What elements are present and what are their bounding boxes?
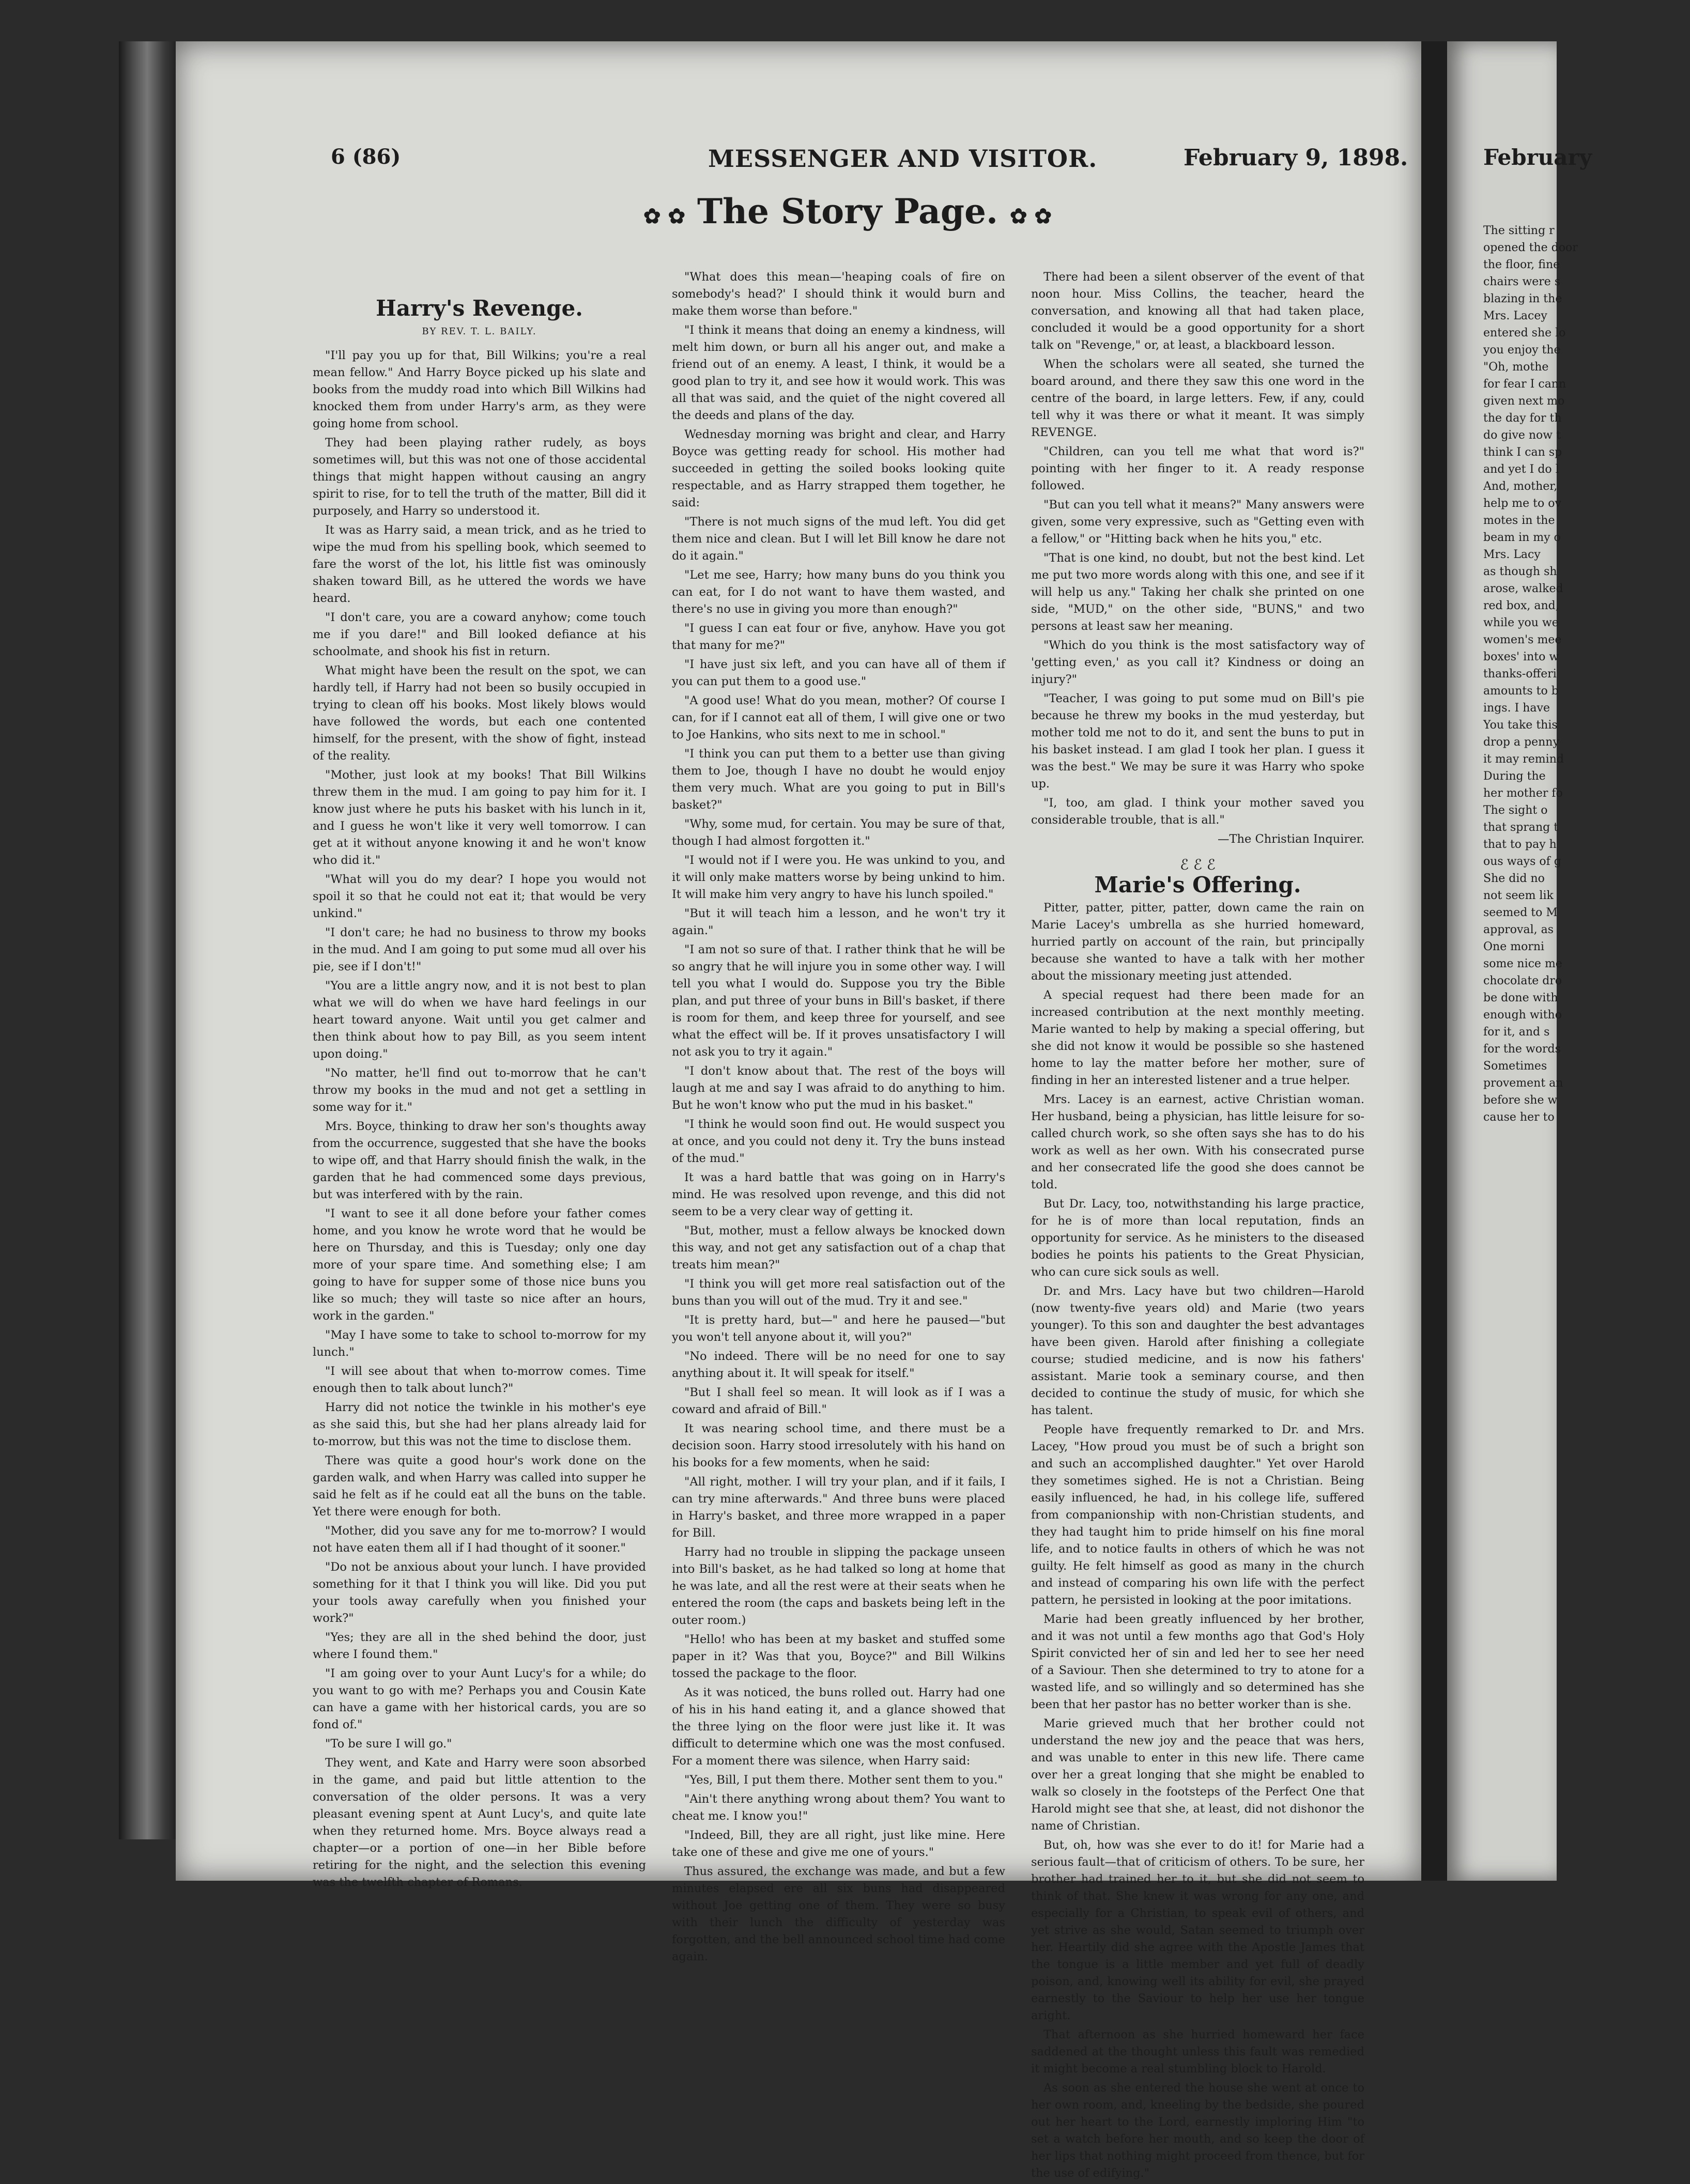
adjacent-text-line: seemed to M [1483,906,1558,919]
story-paragraph: It was nearing school time, and there must be a decision soon. Harry stood irresolutely with his hand on his books for a few moments, when he said: [672,1422,1005,1469]
book-binding [119,41,176,1839]
adjacent-text-line: her mother fo [1483,787,1563,800]
adjacent-page [1447,41,1592,1881]
story-title: Harry's Revenge. [376,296,583,321]
story-paragraph: As soon as she entered the house she went at once to her own room, and, kneeling by the bedside, she poured out her heart to the Lord, earnestly imploring Him "to set a watch before her mouth, and so keep the door of her lips that nothing might proceed from thence, but for the use of edifying." [1031,2081,1364,2180]
story-paragraph: "I am going over to your Aunt Lucy's for a while; do you want to go with me? Perhaps you and Cousin Kate can have a game with her historical cards, you are so fond of." [313,1667,646,1731]
story-paragraph: "I will see about that when to-morrow comes. Time enough then to talk about lunch?" [313,1365,646,1395]
adjacent-text-line: And, mother, [1483,480,1558,493]
page-gutter [1421,41,1447,1881]
issue-date: February 9, 1898. [1184,145,1408,171]
adjacent-text-line: beam in my o [1483,531,1561,544]
masthead: MESSENGER AND VISITOR. [708,145,1098,173]
story-paragraph: There was quite a good hour's work done on the garden walk, and when Harry was called into supper he said he felt as if he could eat all the buns on the table. Yet there were enough for both. [313,1454,646,1519]
story-credit: —The Christian Inquirer. [1218,832,1364,846]
adjacent-text-line: enough witho [1483,1009,1562,1021]
story-paragraph: "I think he would soon find out. He would suspect you at once, and you could not deny it. Try the buns instead of the mud." [672,1118,1005,1165]
adjacent-text-line: for it, and s [1483,1026,1550,1039]
adjacent-text-line: that to pay h [1483,838,1557,851]
story-paragraph: "Teacher, I was going to put some mud on Bill's pie because he threw my books in the mud yesterday, but mother told me not to do it, and sent the buns to put in his basket instead. I am glad I took her plan. I guess it was the best." We may be sure it was Harry who spoke up. [1031,692,1364,791]
adjacent-text-line: while you we [1483,616,1559,629]
story-paragraph: "What does this mean—'heaping coals of fire on somebody's head?' I should think it would burn and make them worse than before." [672,270,1005,318]
adjacent-text-line: some nice me [1483,957,1562,970]
adjacent-text-line: before she w [1483,1094,1558,1107]
story-paragraph: Pitter, patter, pitter, patter, down came the rain on Marie Lacey's umbrella as she hurried homeward, hurried partly on account of the rain, but principally because she wanted to have a talk with her mother about the missionary meeting just attended. [1031,901,1364,983]
story-paragraph: "But I shall feel so mean. It will look as if I was a coward and afraid of Bill." [672,1386,1005,1416]
ornament-right-icon: ✿ ✿ [1010,204,1052,228]
story-paragraph: "I have just six left, and you can have all of them if you can put them to a good use." [672,658,1005,688]
story-paragraph: Harry had no trouble in slipping the package unseen into Bill's basket, as he had talked so long at home that he was late, and all the rest were at their seats when he entered the room (the caps and baskets being left in the outer room.) [672,1545,1005,1627]
story-paragraph: "Let me see, Harry; how many buns do you think you can eat, for I do not want to have them wasted, and there's no use in giving you more than enough?" [672,568,1005,616]
adjacent-text-line: not seem lik [1483,889,1554,902]
adjacent-text-line: blazing in the [1483,292,1562,305]
story-paragraph: They had been playing rather rudely, as boys sometimes will, but this was not one of those accidental things that might happen without causing an angry spirit to rise, for to tell the truth of the matter, Bill did it purposely, and Harry so understood it. [313,436,646,518]
story-paragraph: "I want to see it all done before your father comes home, and you know he wrote word that he would be here on Thursday, and this is Tuesday; only one day more of your spare time. And something else; I am going to have for supper some of those nice buns you like so much; they will taste so nice after an hours, work in the garden." [313,1207,646,1323]
story-paragraph: Marie grieved much that her brother could not understand the new joy and the peace that was hers, and was unable to enter in this new life. There came over her a great longing that she might be enabled to walk so closely in the footsteps of the Perfect One that Harold might see that she, at least, did not dishonor the name of Christian. [1031,1717,1364,1833]
byline: BY REV. T. L. BAILY. [422,326,537,337]
story-paragraph: "No indeed. There will be no need for one to say anything about it. It will speak for itself." [672,1350,1005,1380]
adjacent-text-line: that sprang t [1483,821,1559,834]
adjacent-text-line: Mrs. Lacey [1483,309,1547,322]
story-paragraph: "Which do you think is the most satisfactory way of 'getting even,' as you call it? Kindness or doing an injury?" [1031,639,1364,686]
adjacent-page-text [1483,222,1690,1126]
column-1 [313,269,646,1893]
adjacent-text-line: for the words [1483,1043,1561,1056]
story-paragraph: "I think it means that doing an enemy a kindness, will melt him down, or burn all his anger out, and make a friend out of an enemy. A least, I think, it would be a good plan to try it, and see how it would work. This was all that was said, and the quiet of the night covered all the deeds and plans of the day. [672,323,1005,422]
section-title [641,191,1054,231]
story-title: Marie's Offering. [1094,872,1301,897]
adjacent-text-line: thanks-offeri [1483,668,1557,680]
adjacent-text-line: given next mo [1483,395,1565,408]
story-paragraph: "No matter, he'll find out to-morrow that he can't throw my books in the mud and not get a settling in some way for it." [313,1066,646,1114]
adjacent-text-line: motes in the [1483,514,1555,527]
adjacent-text-line: drop a penny [1483,736,1559,749]
story-paragraph: "I don't know about that. The rest of the boys will laugh at me and say I was afraid to do anything to him. But he won't know who put the mud in his basket." [672,1064,1005,1112]
story-paragraph: Thus assured, the exchange was made, and but a few minutes elapsed ere all six buns had disappeared without Joe getting one of them. They were so busy with their lunch the difficulty of yesterday was forgotten, and the bell announced school time had come again. [672,1865,1005,1963]
story-paragraph: "I don't care; he had no business to throw my books in the mud. And I am going to put some mud all over his pie, see if I don't!" [313,926,646,973]
ornament-left-icon: ✿ ✿ [643,204,685,228]
adjacent-text-line: provement an [1483,1077,1563,1090]
adjacent-text-line: arose, walked [1483,582,1563,595]
story-paragraph: "Yes; they are all in the shed behind the door, just where I found them." [313,1631,646,1661]
story-paragraph: "Yes, Bill, I put them there. Mother sent them to you." [684,1773,1003,1787]
story-paragraph: Mrs. Boyce, thinking to draw her son's thoughts away from the occurrence, suggested that she have the books to wipe off, and that Harry should finish the walk, in the garden that he had commenced some days previous, but was interfered with by the rain. [313,1120,646,1201]
story-paragraph: A special request had there been made for an increased contribution at the next monthly meeting. Marie wanted to help by making a special offering, but she did not know it would be possible so she hastened home to lay the matter before her mother, sure of finding in her an interested listener and a true helper. [1031,988,1364,1087]
running-header [176,145,1421,186]
separator-ornament-icon: ℰ ℰ ℰ [1180,856,1216,873]
adjacent-text-line: and yet I do l [1483,463,1559,476]
story-paragraph: "But can you tell what it means?" Many answers were given, some very expressive, such as "Getting even with a fellow," or "Hitting back when he hits you," etc. [1031,498,1364,546]
adjacent-text-line: During the [1483,770,1546,783]
adjacent-text-line: cause her to [1483,1111,1555,1124]
adjacent-text-line: amounts to b [1483,685,1559,698]
adjacent-text-line: opened the door [1483,241,1578,254]
adjacent-text-line: One morni [1483,940,1545,953]
page-number: 6 (86) [331,145,401,169]
adjacent-text-line: chairs were s [1483,275,1561,288]
column-2 [672,269,1005,1968]
story-paragraph: "It is pretty hard, but—" and here he paused—"but you won't tell anyone about it, will you?" [672,1313,1005,1344]
adjacent-text-line: You take this [1483,719,1558,732]
adjacent-text-line: it may remind [1483,753,1564,766]
adjacent-text-line: you enjoy the [1483,344,1561,357]
story-paragraph: "Children, can you tell me what that word is?" pointing with her finger to it. A ready response followed. [1031,445,1364,492]
story-paragraph: "Hello! who has been at my basket and stuffed some paper in it? Was that you, Boyce?" and Bill Wilkins tossed the package to the floor. [672,1633,1005,1680]
adjacent-text-line: red box, and, [1483,599,1559,612]
adjacent-text-line: boxes' into w [1483,650,1559,663]
adjacent-text-line: The sight o [1483,804,1548,817]
story-paragraph: "But it will teach him a lesson, and he won't try it again." [672,907,1005,937]
story-paragraph: "I am not so sure of that. I rather think that he will be so angry that he will injure you in some other way. I will tell you what I would do. Suppose you try the Bible plan, and put three of your buns in Bill's basket, if there is room for them, and keep three for yourself, and see what the effect will be. If it proves unsatisfactory I will not ask you to try it again." [672,943,1005,1059]
story-paragraph: "Mother, did you save any for me to-morrow? I would not have eaten them all if I had thought of it sooner." [313,1524,646,1555]
adjacent-text-line: help me to ov [1483,497,1561,510]
adjacent-page-header: February [1483,145,1592,170]
story-paragraph: There had been a silent observer of the event of that noon hour. Miss Collins, the teacher, heard the conversation, and knowing all that had taken place, concluded it would be a good opportunity for a short talk on "Revenge," or, at least, a blackboard lesson. [1031,270,1364,352]
story-paragraph: As it was noticed, the buns rolled out. Harry had one of his in his hand eating it, and a glance showed that the three lying on the floor were just like it. It was difficult to determine which one was the most confused. For a moment there was silence, when Harry said: [672,1686,1005,1768]
adjacent-text-line: be done with [1483,992,1558,1004]
adjacent-text-line: think I can sp [1483,446,1562,459]
adjacent-text-line: do give now t [1483,429,1561,442]
adjacent-text-line: She did no [1483,872,1545,885]
story-paragraph: But Dr. Lacy, too, notwithstanding his large practice, for he is of more than local reputation, finds an opportunity for service. As he ministers to the diseased bodies he points his patients to the Great Physician, who can cure sick souls as well. [1031,1197,1364,1279]
story-paragraph: "You are a little angry now, and it is not best to plan what we will do when we have hard feelings in our heart toward anyone. Wait until you get calmer and then think about how to pay Bill, as you seem intent upon doing." [313,979,646,1061]
story-paragraph: But, oh, how was she ever to do it! for Marie had a serious fault—that of criticism of others. To be sure, her brother had trained her to it, but she did not seem to think of that. She knew it was wrong for any one, and especially for a Christian, to speak evil of others, and yet strive as she would, Satan seemed to triumph over her. Heartily did she agree with the Apostle James that the tongue is a little member and yet full of deadly poison, and, knowing well its ability for evil, she prayed earnestly to the Saviour to help her use her tongue aright. [1031,1838,1364,2022]
story-paragraph: "I'll pay you up for that, Bill Wilkins; you're a real mean fellow." And Harry Boyce picked up his slate and books from the muddy road into which Bill Wilkins had knocked them from under Harry's arm, as they were going home from school. [313,349,646,430]
story-paragraph: "Indeed, Bill, they are all right, just like mine. Here take one of these and give me one of yours." [672,1829,1005,1859]
story-paragraph: It was as Harry said, a mean trick, and as he tried to wipe the mud from his spelling book, which seemed to fare the worst of the lot, his little fist was ominously shaken toward Bill, as he uttered the words we have heard. [313,523,646,605]
section-title-text: The Story Page. [697,191,998,231]
story-paragraph: "Mother, just look at my books! That Bill Wilkins threw them in the mud. I am going to pay him for it. I know just where he puts his basket with his lunch in it, and I guess he won't like it very well tomorrow. I can get at it without anyone knowing it and he won't know who did it." [313,768,646,867]
story-paragraph: "I think you will get more real satisfaction out of the buns than you will out of the mud. Try it and see." [672,1277,1005,1308]
story-paragraph: Dr. and Mrs. Lacy have but two children—Harold (now twenty-five years old) and Marie (two years younger). To this son and daughter the best advantages have been given. Harold after finishing a collegiate course; studied medicine, and is now his fathers' assistant. Marie took a seminary course, and then decided to continue the study of music, for which she has talent. [1031,1284,1364,1417]
adjacent-text-line: the floor, fine [1483,258,1560,271]
adjacent-text-line: chocolate dro [1483,974,1562,987]
adjacent-text-line: ous ways of g [1483,855,1561,868]
story-paragraph: "I guess I can eat four or five, anyhow. Have you got that many for me?" [672,622,1005,652]
story-paragraph: "I don't care, you are a coward anyhow; come touch me if you dare!" and Bill looked defiance at his schoolmate, and shook his fist in return. [313,611,646,658]
story-paragraph: Mrs. Lacey is an earnest, active Christian woman. Her husband, being a physician, has little leisure for so-called church work, so she often says she has to do his work as well as her own. With his consecrated purse and her consecrated life the good she does cannot be told. [1031,1093,1364,1191]
adjacent-text-line: for fear I cann [1483,378,1566,391]
story-paragraph: "All right, mother. I will try your plan, and if it fails, I can try mine afterwards." And three buns were placed in Harry's basket, and three more wrapped in a paper for Bill. [672,1475,1005,1540]
story-paragraph: "May I have some to take to school to-morrow for my lunch." [313,1328,646,1359]
story-paragraph: "I would not if I were you. He was unkind to you, and it will only make matters worse by being unkind to him. It will make him very angry to have his lunch spoiled." [672,854,1005,901]
adjacent-text-line: The sitting r [1483,224,1555,237]
story-paragraph: People have frequently remarked to Dr. and Mrs. Lacey, "How proud you must be of such a bright son and such an accomplished daughter." Yet over Harold they sometimes sighed. He is not a Christian. Being easily influenced, he had, in his college life, suffered from companionship with non-Christian students, and they had taught him to pride himself on his fine moral life, and to notice faults in others of which he was not guilty. He felt himself as good as many in the church and instead of comparing his own life with the perfect pattern, he persisted in looking at the poor imitations. [1031,1423,1364,1607]
story-paragraph: "To be sure I will go." [325,1737,452,1751]
adjacent-text-line: as though sh [1483,565,1557,578]
story-paragraph: Marie had been greatly influenced by her brother, and it was not until a few months ago that God's Holy Spirit convicted her of sin and led her to see her need of a Saviour. Then she determined to try to atone for a wasted life, and so willingly and so determined has she been that her pastor has no better worker than is she. [1031,1613,1364,1711]
adjacent-text-line: the day for th [1483,412,1562,425]
story-paragraph: "Why, some mud, for certain. You may be sure of that, though I had almost forgotten it." [672,817,1005,848]
story-paragraph: It was a hard battle that was going on in Harry's mind. He was resolved upon revenge, and this did not seem to be a very clear way of getting it. [672,1171,1005,1218]
adjacent-text-line: entered she lo [1483,327,1566,339]
adjacent-text-line: Sometimes [1483,1060,1547,1073]
story-paragraph: "Ain't there anything wrong about them? You want to cheat me. I know you!" [672,1792,1005,1823]
story-paragraph: "I think you can put them to a better use than giving them to Joe, though I have no doubt he would enjoy them very much. What are you going to put in Bill's basket?" [672,747,1005,812]
story-paragraph: "There is not much signs of the mud left. You did get them nice and clean. But I will let Bill know he dare not do it again." [672,515,1005,563]
story-paragraph: "I, too, am glad. I think your mother saved you considerable trouble, that is all." [1031,796,1364,827]
adjacent-text-line: "Oh, mothe [1483,361,1549,374]
story-paragraph: "But, mother, must a fellow always be knocked down this way, and not get any satisfaction out of a chap that treats him mean?" [672,1224,1005,1272]
story-paragraph: That afternoon as she hurried homeward her face saddened at the thought unless this fault was remedied it might become a real stumbling block to Harold. [1031,2028,1364,2075]
newspaper-page [176,41,1421,2180]
story-paragraph: What might have been the result on the spot, we can hardly tell, if Harry had not been so busily occupied in trying to clean off his books. Most likely blows would have followed the words, but each one contented himself, for the present, with the show of fight, instead of the reality. [313,664,646,763]
story-paragraph: Wednesday morning was bright and clear, and Harry Boyce was getting ready for school. His mother had succeeded in getting the soiled books looking quite respectable, and as Harry strapped them together, he said: [672,428,1005,509]
story-paragraph: "What will you do my dear? I hope you would not spoil it so that he could not eat it; that would be very unkind." [313,873,646,920]
story-paragraph: When the scholars were all seated, she turned the board around, and there they saw this one word in the centre of the board, in large letters. Few, if any, could tell why it was there or what it meant. It was simply REVENGE. [1031,358,1364,439]
story-paragraph: "That is one kind, no doubt, but not the best kind. Let me put two more words along with this one, and see if it will help us any." Taking her chalk she printed on one side, "MUD," on the other side, "BUNS," and two persons at least saw her meaning. [1031,551,1364,633]
story-paragraph: Harry did not notice the twinkle in his mother's eye as she said this, but she had her plans already laid for to-morrow, but this was not the time to disclose them. [313,1401,646,1448]
adjacent-text-line: women's mee [1483,633,1562,646]
story-paragraph: They went, and Kate and Harry were soon absorbed in the game, and paid but little attention to the conversation of the older persons. It was a very pleasant evening spent at Aunt Lucy's, and quite late when they returned home. Mrs. Boyce always read a chapter—or a portion of one—in her Bible before retiring for the night, and the selection this evening was the twelfth chapter of Romans. [313,1756,646,1889]
adjacent-text-line: ings. I have [1483,702,1550,715]
story-paragraph: "A good use! What do you mean, mother? Of course I can, for if I cannot eat all of them, I will give one or two to Joe Hankins, who sits next to me in school." [672,694,1005,741]
column-3 [1031,269,1364,2184]
story-paragraph: "Do not be anxious about your lunch. I have provided something for it that I think you will like. Did you put your tools away carefully when you finished your work?" [313,1560,646,1625]
adjacent-text-line: approval, as [1483,923,1554,936]
adjacent-text-line: Mrs. Lacy [1483,548,1541,561]
